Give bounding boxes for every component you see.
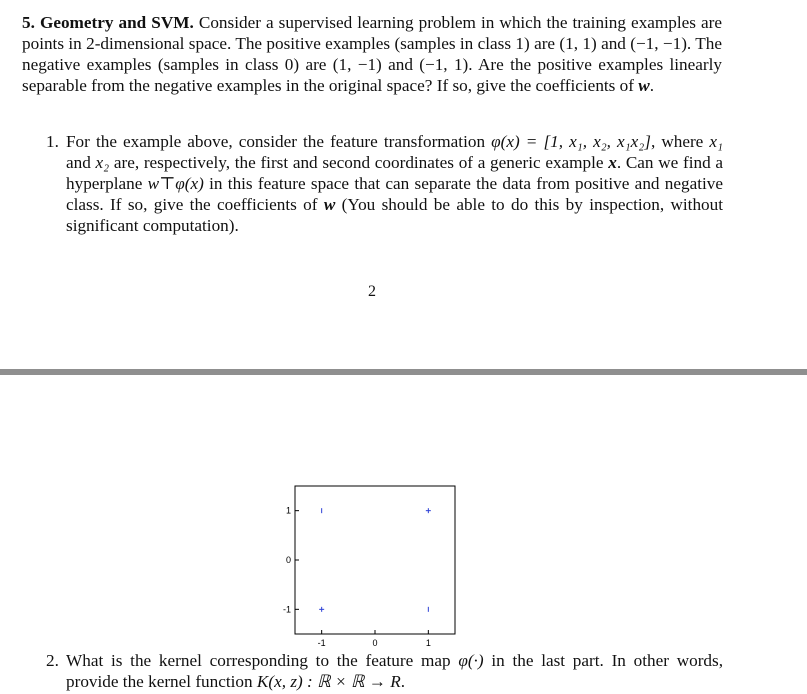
q1-text-g: (You should be able to do this by inspection, without significant computation). [66, 195, 723, 235]
y-tick-label: 0 [285, 555, 291, 565]
q2-text-a: What is the kernel corresponding to the feature map [66, 651, 451, 670]
y-tick-label: -1 [282, 604, 291, 615]
question-2-number: 2. [46, 651, 59, 670]
question-2 [46, 650, 724, 692]
x-tick-label: 1 [425, 638, 431, 648]
page-number: 2 [368, 283, 376, 300]
q1-w: w [323, 195, 336, 214]
positive-point [319, 607, 324, 612]
q1-feature-map: φ(x) = [1, x₁, x₂, x₁x₂] [491, 132, 651, 151]
q2-phi: φ(·) [458, 651, 484, 670]
q1-x2: x₂ [95, 153, 110, 172]
problem-heading: 5. Geometry and SVM. [22, 13, 194, 32]
q1-x: x [608, 153, 617, 172]
x-tick-label: 0 [372, 638, 378, 648]
question-1-number: 1. [46, 132, 59, 151]
q1-text-e: . Can we find a hyperplane [66, 153, 723, 193]
q1-text-c: and [66, 153, 91, 172]
q2-period: . [400, 672, 406, 691]
q1-text-d: are, respectively, the first and second coordinates of a generic example [113, 153, 604, 172]
problem-body: Consider a supervised learning problem in which the training examples are points in 2-dimensional space. The positive examples (samples in class 1) are (1, 1) and (−1, −1). The negative examples (samples in class 0) are (1, −1) and (−1, 1). Are the positive examples linearly separable from the negative examples in the original space? If so, give the coefficients of [22, 13, 723, 95]
positive-point [426, 508, 431, 513]
w-symbol: w [638, 76, 650, 95]
plot-frame [295, 486, 455, 634]
y-tick-label: 1 [285, 505, 291, 516]
q1-x1: x₁ [709, 132, 723, 151]
q2-text-b: in the last part. In other words, provide the kernel function [66, 651, 724, 691]
q1-hyperplane: w⊤φ(x) [147, 174, 204, 193]
q1-text-a: For the example above, consider the feature transformation [66, 132, 486, 151]
q2-kernel: K(x, z) : ℝ × ℝ → R [256, 672, 401, 691]
q1-text-f: in this feature space that can separate the data from positive and negative class. If so, give the coefficients of [66, 174, 723, 214]
q1-text-b: , where [650, 132, 704, 151]
period: . [649, 76, 655, 95]
x-tick-label: -1 [317, 638, 326, 648]
